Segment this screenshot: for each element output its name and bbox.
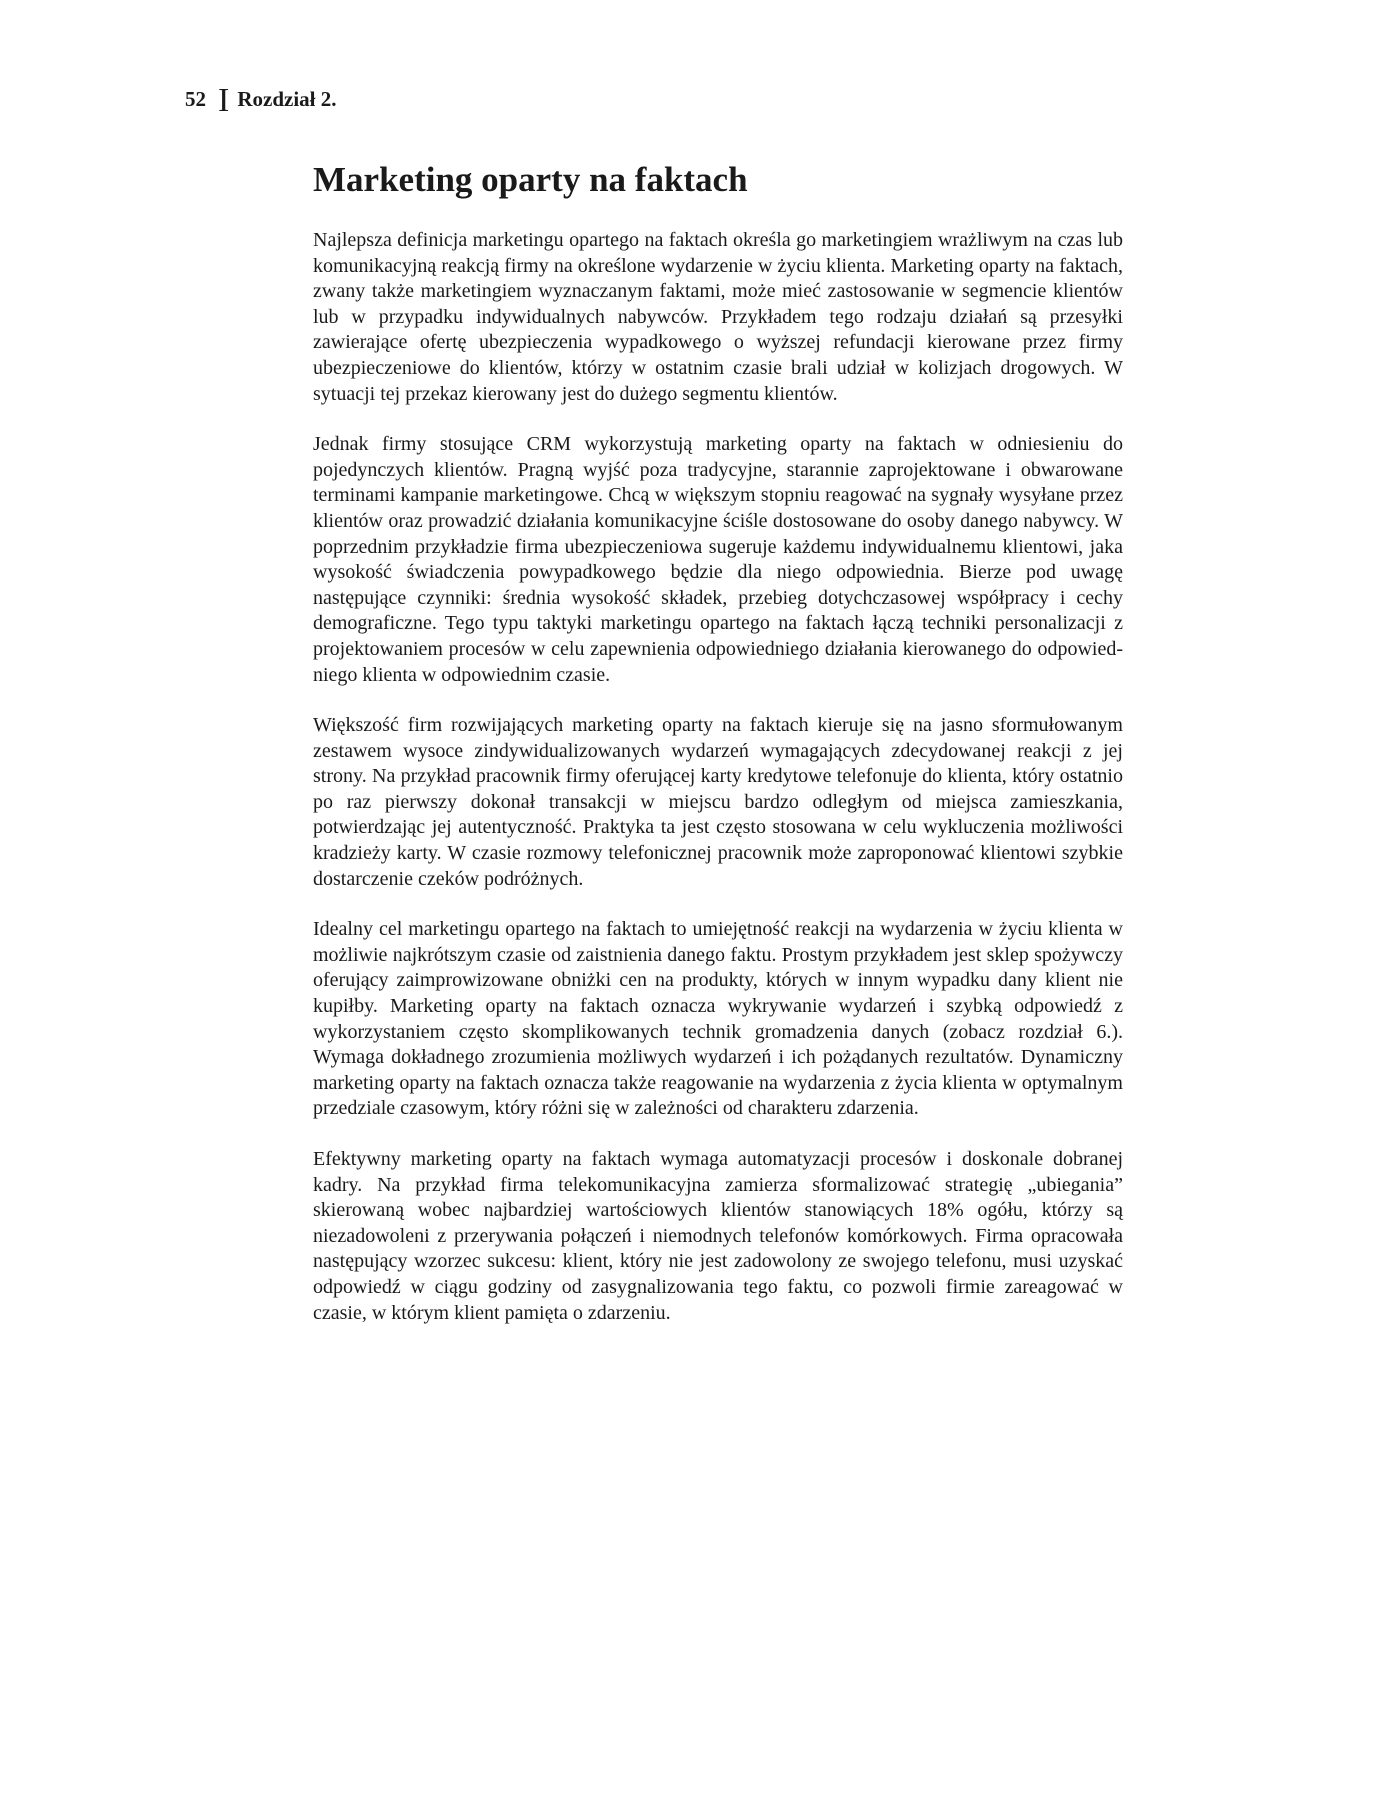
paragraph-3: Większość firm rozwijających marketing oparty na faktach kieruje się na jasno sformułowanym zestawem wysoce zindywidualizowanych wydarzeń wymagających zdecydowanej reakcji z jej strony. Na przykład pracownik firmy oferującej karty kredytowe telefonuje do klienta, który ostatnio po raz pierwszy dokonał transakcji w miejscu bardzo odległym od miejsca zamieszkania, potwierdzając jej autentyczność. Praktyka ta jest często stosowana w celu wykluczenia możliwości kradzieży karty. W czasie rozmowy telefonicznej pracownik może zaproponować klientowi szybkie dostarczenie czeków podróżnych. bbox=[313, 714, 1123, 890]
chapter-label: Rozdział 2. bbox=[237, 87, 337, 111]
section-title: Marketing oparty na faktach bbox=[313, 160, 748, 199]
paragraph-4: Idealny cel marketingu opartego na faktach to umiejętność reakcji na wydarzenia w życiu klienta w możliwie najkrótszym czasie od zaistnienia danego faktu. Prostym przykładem jest sklep spożywczy oferujący zaimprowizowane obniżki cen na produkty, których w innym wypadku dany klient nie kupiłby. Marketing oparty na faktach oznacza wykrywanie wydarzeń i szybką odpowiedź z wykorzystaniem często skomplikowanych technik gromadzenia danych (zobacz rozdział 6.). Wymaga dokładnego zrozumienia możliwych wydarzeń i ich pożądanych rezultatów. Dynamiczny marketing oparty na faktach oznacza także reagowanie na wydarzenia z życia klienta w optymalnym przedziale czasowym, który różni się w zależności od charakteru zdarzenia. bbox=[313, 918, 1123, 1120]
paragraph-1: Najlepsza definicja marketingu opartego na faktach określa go marketingiem wrażliwym na czas lub komunikacyjną reakcją firmy na określone wydarzenie w życiu klienta. Marketing oparty na faktach, zwany także marketingiem wyznaczanym faktami, może mieć zastosowanie w segmencie klientów lub w przypadku indywidualnych nabywców. Przykładem tego rodzaju działań są przesyłki zawierające ofertę ubezpieczenia wypadkowego o wyższej refundacji kierowane przez firmy ubezpieczeniowe do klientów, którzy w ostatnim czasie brali udział w kolizjach drogowych. W sytuacji tej przekaz kierowany jest do dużego segmentu klientów. bbox=[313, 229, 1123, 405]
page-number: 52 bbox=[185, 87, 206, 111]
section-content bbox=[313, 160, 1123, 1351]
running-header bbox=[185, 82, 337, 119]
paragraph-2: Jednak firmy stosujące CRM wykorzystują marketing oparty na faktach w odniesieniu do pojedynczych klientów. Pragną wyjść poza tradycyjne, starannie zaprojektowane i obwarowane terminami kampanie marketingowe. Chcą w większym stopniu reagować na sygnały wysyłane przez klientów oraz prowadzić działania komunikacyjne ściśle dostosowane do osoby danego nabywcy. W poprzednim przykładzie firma ubezpieczeniowa sugeruje każdemu indywidualnemu klientowi, jaka wysokość świadczenia powypadkowego będzie dla niego odpowiednia. Bierze pod uwagę następujące czynniki: średnia wysokość składek, przebieg dotychczasowej współpracy i cechy demograficzne. Tego typu taktyki marketingu opartego na faktach łączą techniki personalizacji z projektowaniem procesów w celu zapewnienia odpowiedniego działania kierowanego do odpowiedniego klienta w odpowiednim czasie. bbox=[313, 433, 1123, 686]
paragraph-5: Efektywny marketing oparty na faktach wymaga automatyzacji procesów i doskonale dobranej kadry. Na przykład firma telekomunikacyjna zamierza sformalizować strategię „ubiegania” skierowaną wobec najbardziej wartościowych klientów stanowiących 18% ogółu, którzy są niezadowoleni z przerywania połączeń i niemodnych telefonów komórkowych. Firma opracowała następujący wzorzec sukcesu: klient, który nie jest zadowolony ze swojego telefonu, musi uzyskać odpowiedź w ciągu godziny od zasygnalizowania tego faktu, co pozwoli firmie zareagować w czasie, w którym klient pamięta o zdarzeniu. bbox=[313, 1148, 1123, 1324]
header-separator: I bbox=[218, 82, 230, 119]
